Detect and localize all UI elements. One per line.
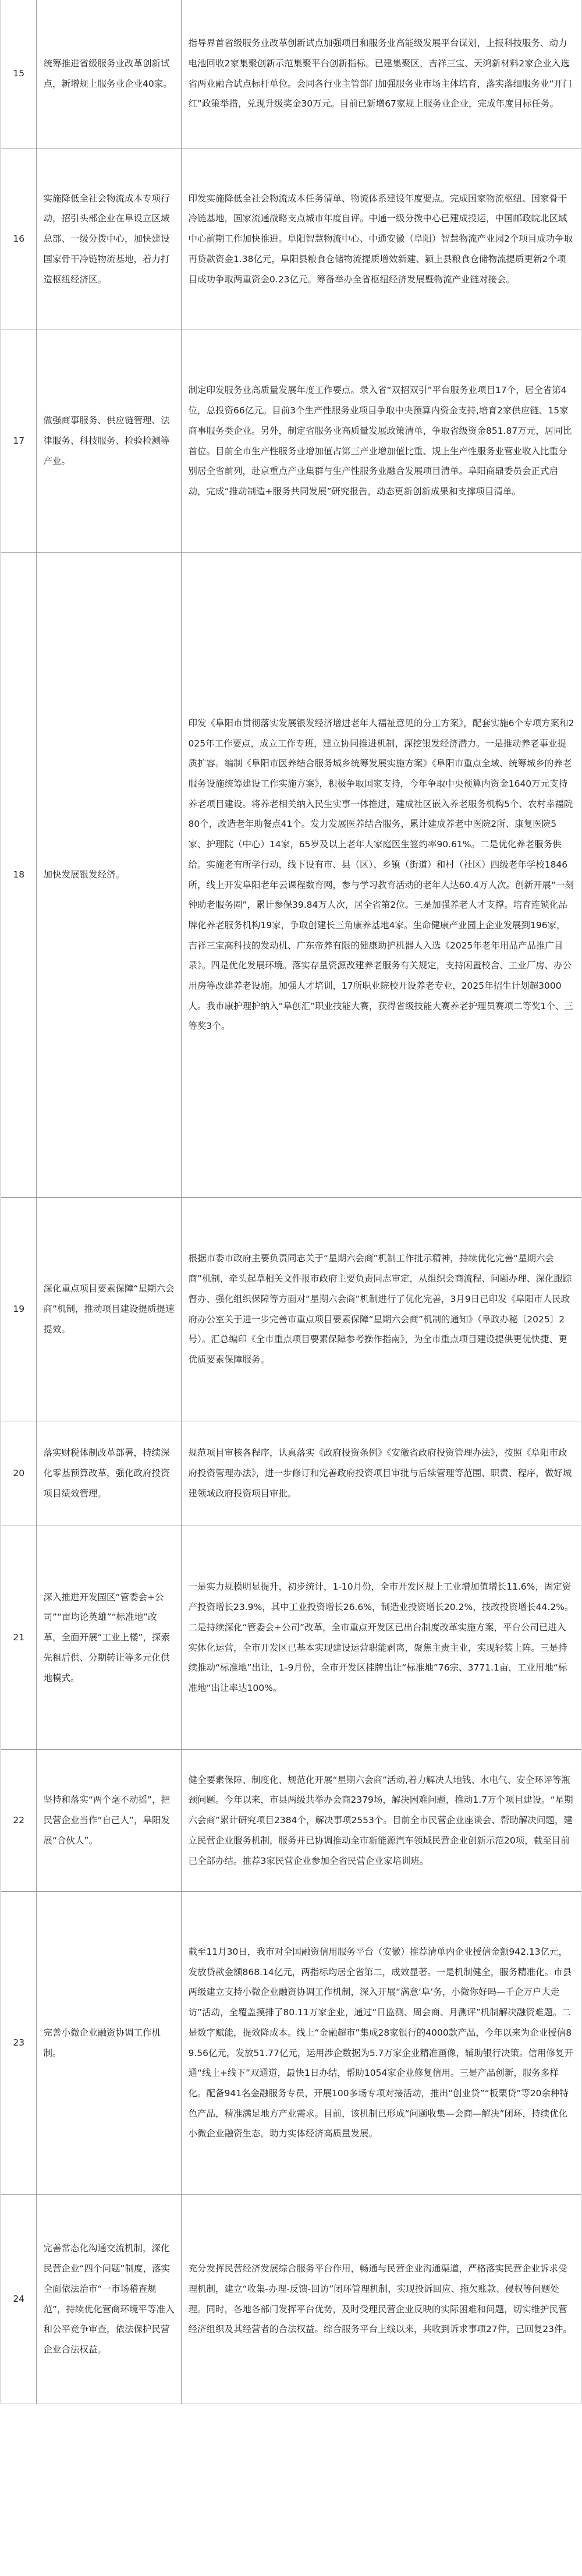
progress-description [182, 1750, 581, 1892]
progress-description [182, 2195, 581, 2404]
row-number: 20 [1, 1421, 37, 1526]
table-row [1, 330, 581, 553]
row-number: 19 [1, 1198, 37, 1421]
row-number: 18 [1, 553, 37, 1198]
row-number: 15 [1, 0, 37, 148]
progress-paragraph: 根据市委市政府主要负责同志关于“星期六会商”机制工作批示精神，持续优化完善“星期六会商”机制，牵头起草相关文件报市政府主要负责同志审定，从组织会商流程、问题办理、深化跟踪督办、强化组织保障等方面对“星期六会商”机制进行了优化完善，3月9日已印发《阜阳市人民政府办公室关于进一步完善市重点项目要素保障“星期六会商”机制的通知》（阜政办秘〔2025〕2号）。汇总编印《全市重点项目要素保障参考操作指南》，为全市重点项目建设提供更优快捷、更优质要素保障服务。 [188, 1253, 572, 1365]
table-row [1, 2195, 581, 2404]
table-row [1, 0, 581, 148]
table-row [1, 1421, 581, 1526]
progress-description [182, 330, 581, 553]
progress-paragraph: 截至11月30日，我市对全国融资信用服务平台（安徽）推荐清单内企业授信金额942.13亿元，发放贷款金额868.14亿元，两指标均居全省第二，成效显著。一是机制健全，服务精准化。市县两级建立支持小微企业融资协调工作机制，深入开展“满意‘阜’务，小微你好吗—千企万户大走访”活动，全覆盖摸排了80.11万家企业，通过“日监测、周会商、月测评”机制解决融资难题。二是数字赋能，提效降成本。线上“金融超市”集成28家银行的4000款产品，今年以来为企业授信89.56亿元，发放51.77亿元，运用涉企数据为5.7万家企业精准画像，辅助银行决策。信用修复开通“线上+线下”双通道，最快1日办结，帮助1054家企业修复信用。三是产品创新，服务多样化。配备941名金融服务专员，开展100多场专项对接活动，推出“创业贷”“板栗贷”等20余种特色产品，精准满足地方产业需求。目前，该机制已形成“问题收集—会商—解决”闭环，持续优化小微企业融资生态，助力实体经济高质量发展。 [188, 1946, 574, 2139]
progress-description [182, 1526, 581, 1750]
progress-description [182, 1198, 581, 1421]
task-description: 落实财税体制改革部署，持续深化零基预算改革，强化政府投资项目绩效管理。 [37, 1421, 182, 1526]
progress-paragraph: 指导界首省级服务业改革创新试点加强项目和服务业高能级发展平台谋划，上报科技服务、动力电池回收2家集聚创新示范集聚平台创新指标。已建集聚区，吉祥三宝、天鸿新材料2家企业入选省两业融合试点标杆单位。会同各行业主管部门加强服务业市场主体培育，落实落细服务业“开门红”政策举措，兑现升级奖金30万元。目前已新增67家规上服务业企业，完成年度目标任务。 [188, 38, 572, 109]
task-description: 坚持和落实“两个毫不动摇”，把民营企业当作“自己人”，阜阳发展“合伙人”。 [37, 1750, 182, 1892]
table-row [1, 1198, 581, 1421]
progress-description [182, 1421, 581, 1526]
table-row [1, 1750, 581, 1892]
row-number: 16 [1, 148, 37, 330]
table-row [1, 553, 581, 1198]
row-number: 23 [1, 1892, 37, 2195]
task-description: 深入推进开发园区“管委会+公司”“亩均论英雄”“标准地”改革，全面开展“工业上楼”，探索先租后供、分期转让等多元化供地模式。 [37, 1526, 182, 1750]
table-row [1, 1892, 581, 2195]
progress-paragraph: 印发《阜阳市贯彻落实发展银发经济增进老年人福祉意见的分工方案》，配套实施6个专项方案和2025年工作要点，成立工作专班，建立协同推进机制，深挖银发经济潜力。一是推动养老事业提质扩容。编制《阜阳市医养结合服务城乡统筹发展实施方案》《阜阳市重点全域、统筹城乡的养老服务设施统筹建设工作实施方案》，积极争取国家支持，今年争取中央预算内资金1640万元支持养老项目建设。将养老相关纳入民生实事一体推进，建成社区嵌入养老服务机构5个、农村幸福院80个，改造老年助餐点41个。发力发展医养结合服务，累计建成养老中医院2所、康复医院5家、护理院（中心）14家，65岁及以上老年人家庭医生签约率90.61%。二是优化养老服务供给。实施老有所学行动，线下设有市、县（区）、乡镇（街道）和村（社区）四级老年学校1846所，线上开发阜阳老年云课程数育网，参与学习教育活动的老年人达60.4万人次。创新开展“一刻钟助老服务圈”，累计参保39.84万人次，居全省第2位。三是加强养老人才支撑。培育连锁化品牌化养老服务机构19家，争取创建长三角康养基地4家。生命健康产业园上企业发展到196家，吉祥三宝高科技的发动机、广东帝养有限的健康助护机器人入选《2025年老年用品产品推广目录》。四是优化发展环境。落实存量资源改建养老服务有关规定，支持闲置校舍、工业厂房、办公用房等改建养老设施。加强人才培训，17所职业院校开设养老专业，2025年招生计划超3000人。我市康护理护纳入“阜创汇”职业技能大赛，获得省级技能大赛养老护理员赛项二等奖1个、三等奖3个。 [188, 717, 574, 1032]
progress-paragraph: 印发实施降低全社会物流成本任务清单、物流体系建设年度要点。完成国家物流枢纽、国家骨干冷链基地，国家流通战略支点城市年度自评。中通一级分拨中心已建成投运，中国邮政皖北区域中心前期工作加快推进。阜阳智慧物流中心、中通安徽（阜阳）智慧物流产业园2个项目成功争取再贷款资金1.38亿元，阜阳县粮食仓储物流提质增效新建、颍上县粮食仓储物流提质更新2个项目成功争取两重资金0.23亿元。筹备举办全省枢纽经济发展暨物流产业链对接会。 [188, 193, 573, 285]
row-number: 21 [1, 1526, 37, 1750]
task-description: 完善常态化沟通交流机制，深化民营企业“四个问题”制度，落实全面依法治市“一市场稽查规范”，持续优化营商环境平等准入和公平竞争审查，依法保护民营企业合法权益。 [37, 2195, 182, 2404]
task-description: 完善小微企业融资协调工作机制。 [37, 1892, 182, 2195]
task-description: 深化重点项目要素保障“星期六会商”机制，推动项目建设提质提速提效。 [37, 1198, 182, 1421]
progress-paragraph: 一是实力规模明显提升，初步统计，1-10月份，全市开发区规上工业增加值增长11.6%，固定资产投资增长23.9%，其中工业投资增长26.6%，制造业投资增长20.2%，技改投资增长44.2%。二是持续深化“管委会+公司”改革，全市重点开发区已出台制度改革实施方案，平台公司已进入实体化运营，全市开发区已基本实现建设运营职能剥离，聚焦主责主业，实现轻装上阵。三是持续推动“标准地”出让，1-9月份，全市开发区挂牌出让“标准地”76宗、3771.1亩，工业用地“标准地”出让率达100%。 [188, 1581, 574, 1693]
progress-paragraph: 充分发挥民营经济发展综合服务平台作用，畅通与民营企业沟通渠道，严格落实民营企业诉求受理机制，建立“收集-办理-反馈-回访”闭环管理机制，实现投诉回应、拖欠账款、侵权等问题处理。同时，各地各部门发挥平台优势，及时受理民营企业反映的实际困难和问题，切实维护民营经济组织及其经营者的合法权益。综合服务平台上线以来，共收到诉求事项27件，已回复23件。 [188, 2263, 572, 2335]
progress-description [182, 553, 581, 1198]
progress-description [182, 1892, 581, 2195]
task-description: 实施降低全社会物流成本专项行动，招引头部企业在阜设立区域总部、一级分拨中心，加快建设国家骨干冷链物流基地，着力打造枢纽经济区。 [37, 148, 182, 330]
progress-paragraph: 制定印发服务业高质量发展年度工作要点。录入省“双招双引”平台服务业项目17个，居全省第4位，总投资66亿元。目前3个生产性服务业项目争取中央预算内资金支持,培育2家供应链、15家商事服务类企业。另外，制定省服务业高质量发展政策清单，争取省级资金851.87万元，居同比首位。目前全市生产性服务业增加值占第三产业增加值比重、规上生产性服务业营业收入比重分别居全省前列，赴京重点产业集群与生产性服务业融合发展项目清单。阜阳商鼎委员会正式启动，完成“推动制造+服务共同发展”研究报告，动态更新创新成果和支撑项目清单。 [188, 385, 572, 497]
progress-paragraph: 健全要素保障、制度化、规范化开展“星期六会商”活动,着力解决人地钱、水电气、安全环评等瓶颈问题。今年以来，市县两级共举办会商2379场，解决困难问题，推动1.7万个项目建设。“星期六会商”累计研究项目2384个，解决事项2553个。目前全市民营企业座谈会、帮助解决问题，建立民营企业服务机制，服务并已协调推动全市新能源汽车领域民营企业创新示范20项，截至目前已全部办结。推荐3家民营企业参加全省民营企业家培训班。 [188, 1774, 573, 1866]
progress-table [1, 0, 581, 2404]
row-number: 17 [1, 330, 37, 553]
table-row [1, 1526, 581, 1750]
task-description: 统筹推进省级服务业改革创新试点，新增规上服务业企业40家。 [37, 0, 182, 148]
table-row [1, 148, 581, 330]
task-description: 加快发展银发经济。 [37, 553, 182, 1198]
progress-description [182, 148, 581, 330]
row-number: 22 [1, 1750, 37, 1892]
progress-description [182, 0, 581, 148]
row-number: 24 [1, 2195, 37, 2404]
progress-paragraph: 规范项目审核各程序，认真落实《政府投资条例》《安徽省政府投资管理办法》，按照《阜阳市政府投资管理办法》，进一步修订和完善政府投资项目审批与后续管理等范围、职责、程序，做好城建领域政府投资项目审批。 [188, 1448, 572, 1499]
task-description: 做强商事服务、供应链管理、法律服务、科技服务、检验检测等产业。 [37, 330, 182, 553]
